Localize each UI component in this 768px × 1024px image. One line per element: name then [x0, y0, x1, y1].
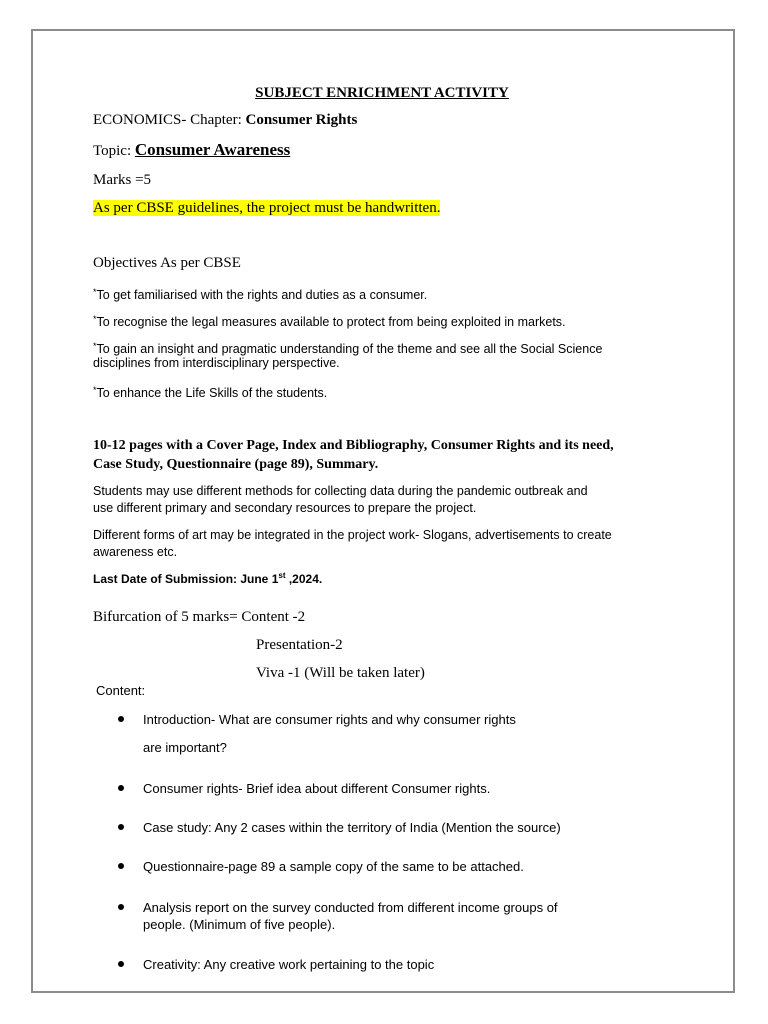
document-title: SUBJECT ENRICHMENT ACTIVITY	[255, 85, 509, 101]
bullet-icon	[118, 716, 124, 722]
methods-line: Students may use different methods for collecting data during the pandemic outbreak and	[93, 484, 588, 498]
last-date-line: Last Date of Submission: June 1st ,2024.	[93, 571, 323, 586]
bullet-icon	[118, 904, 124, 910]
objective-item-continued: disciplines from interdisciplinary perspective.	[93, 356, 340, 370]
topic-label: Topic:	[93, 143, 135, 159]
objective-item: *To recognise the legal measures available to protect from being exploited in markets.	[93, 314, 566, 329]
objective-item: *To gain an insight and pragmatic understanding of the theme and see all the Social Science	[93, 341, 603, 356]
bullet-icon	[118, 863, 124, 869]
objective-item: *To get familiarised with the rights and duties as a consumer.	[93, 287, 428, 302]
marks-line: Marks =5	[93, 172, 152, 188]
topic-value: Consumer Awareness	[134, 140, 291, 159]
objectives-heading: Objectives As per CBSE	[93, 255, 241, 271]
bullet-icon	[118, 824, 124, 830]
art-line: awareness etc.	[93, 545, 178, 559]
content-item: Introduction- What are consumer rights and why consumer rights	[143, 712, 516, 727]
art-line: Different forms of art may be integrated in the project work- Slogans, advertisements to create	[93, 528, 612, 542]
methods-line: use different primary and secondary resources to prepare the project.	[93, 501, 477, 515]
content-item: Consumer rights- Brief idea about different Consumer rights.	[143, 781, 491, 796]
subject-line	[93, 112, 357, 129]
requirements-line: 10-12 pages with a Cover Page, Index and Bibliography, Consumer Rights and its need,	[93, 438, 614, 453]
content-item-continued: people. (Minimum of five people).	[143, 917, 336, 932]
bullet-icon	[118, 961, 124, 967]
objective-item: *To enhance the Life Skills of the students.	[93, 385, 328, 400]
requirements-line: Case Study, Questionnaire (page 89), Summary.	[93, 457, 379, 472]
chapter-name: Consumer Rights	[245, 112, 358, 128]
bullet-icon	[118, 785, 124, 791]
content-item-continued: are important?	[143, 740, 227, 755]
bifurcation-viva: Viva -1 (Will be taken later)	[256, 665, 425, 681]
content-item: Case study: Any 2 cases within the territory of India (Mention the source)	[143, 820, 561, 835]
bifurcation-presentation: Presentation-2	[256, 637, 343, 653]
content-item: Questionnaire-page 89 a sample copy of the same to be attached.	[143, 859, 524, 874]
topic-line	[93, 140, 290, 160]
bifurcation-line: Bifurcation of 5 marks= Content -2	[93, 609, 306, 625]
content-item: Creativity: Any creative work pertaining to the topic	[143, 957, 435, 972]
subject-prefix: ECONOMICS- Chapter:	[93, 112, 246, 128]
content-item: Analysis report on the survey conducted from different income groups of	[143, 900, 558, 915]
content-heading: Content:	[96, 683, 146, 698]
guideline-highlight: As per CBSE guidelines, the project must be handwritten.	[93, 200, 441, 216]
guideline-note	[93, 200, 440, 217]
